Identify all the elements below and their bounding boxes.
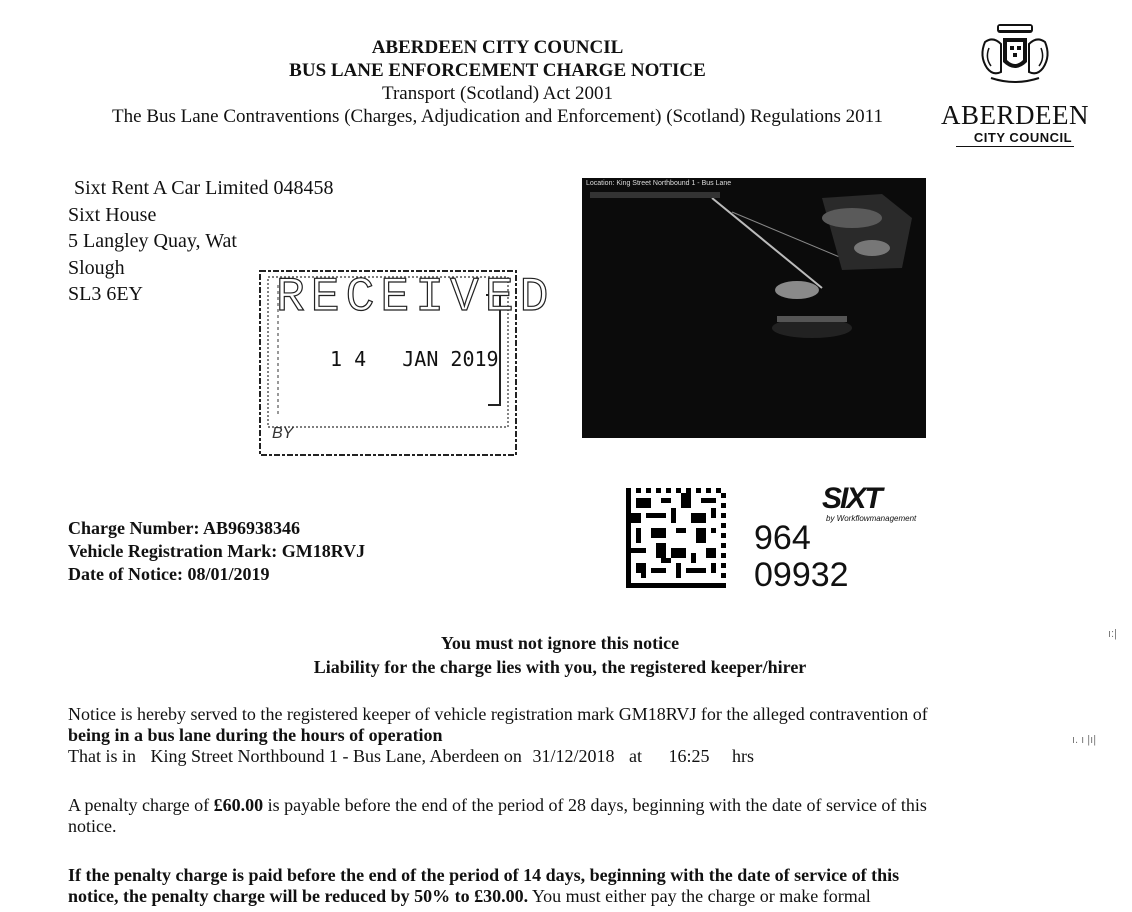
vehicle-registration: Vehicle Registration Mark: GM18RVJ	[68, 541, 366, 561]
warning-block	[0, 631, 1120, 679]
scan-mark-2: ı. ı |ı|	[1072, 734, 1097, 746]
address-line-5: SL3 6EY	[68, 283, 143, 305]
coat-of-arms-icon	[975, 22, 1055, 92]
stamp-by: BY	[272, 425, 294, 442]
sixt-logo: SIXT	[822, 482, 881, 515]
penalty-paragraph	[68, 795, 1043, 837]
act-reference: Transport (Scotland) Act 2001	[382, 83, 613, 104]
notice-date: Date of Notice: 08/01/2019	[68, 564, 270, 584]
charge-number: Charge Number: AB96938346	[68, 518, 300, 538]
reference-line-2: 09932	[754, 556, 849, 594]
contravention-notice	[68, 704, 1043, 767]
contravention-time: 16:25	[668, 746, 710, 766]
penalty-line-2: notice.	[68, 816, 117, 836]
address-line-1: Sixt Rent A Car Limited 048458	[74, 177, 334, 199]
that-is-in-label: That is in	[68, 746, 136, 766]
notice-line-1: Notice is hereby served to the registered keeper of vehicle registration mark GM18RVJ for the alleged contravention of	[68, 704, 928, 724]
penalty-amount: £60.00	[213, 795, 264, 815]
logo-wordmark: ABERDEEN	[941, 100, 1089, 130]
warning-line-2: Liability for the charge lies with you, the registered keeper/hirer	[313, 657, 807, 677]
address-line-2: Sixt House	[68, 203, 157, 226]
notice-header	[60, 36, 935, 128]
photo-scene	[582, 178, 926, 438]
logo-subtitle: CITY COUNCIL	[956, 130, 1074, 147]
hrs-label: hrs	[731, 746, 754, 766]
data-matrix-barcode	[626, 488, 726, 588]
discount-paragraph	[68, 865, 1043, 907]
warning-line-1: You must not ignore this notice	[440, 633, 680, 653]
council-logo	[940, 22, 1090, 147]
council-title: ABERDEEN CITY COUNCIL	[371, 37, 624, 58]
sixt-branding	[822, 484, 916, 523]
contravention-location: King Street Northbound 1 - Bus Lane, Aberdeen on	[150, 746, 522, 766]
contravention-location-line	[68, 746, 1043, 767]
address-line-3: 5 Langley Quay, Wat	[68, 230, 237, 252]
camera-evidence-photo	[582, 178, 926, 438]
discount-line-1: If the penalty charge is paid before the end of the period of 14 days, beginning with the date of service of this	[68, 865, 900, 885]
regulations-reference: The Bus Lane Contraventions (Charges, Adjudication and Enforcement) (Scotland) Regulations 2011	[112, 106, 883, 127]
scan-mark-1: ı:|	[1108, 628, 1117, 640]
received-stamp	[258, 265, 555, 457]
photo-caption: Location: King Street Northbound 1 - Bus Lane	[586, 180, 732, 187]
reference-line-1: 964	[754, 519, 811, 557]
contravention-description: being in a bus lane during the hours of operation	[68, 725, 443, 745]
charge-details	[68, 517, 365, 586]
penalty-post: is payable before the end of the period of 28 days, beginning with the date of service of this	[263, 795, 927, 815]
reference-number	[754, 520, 849, 594]
address-line-4: Slough	[68, 256, 125, 279]
discount-rest: You must either pay the charge or make formal	[528, 886, 871, 906]
at-label: at	[628, 746, 642, 766]
stamp-received-word: RECEIVED	[276, 271, 555, 325]
contravention-date: 31/12/2018	[532, 746, 615, 766]
sixt-tagline: by Workflowmanagement	[826, 514, 917, 523]
stamp-date: 1 4 JAN 2019	[330, 347, 499, 371]
penalty-pre: A penalty charge of	[68, 795, 214, 815]
notice-title: BUS LANE ENFORCEMENT CHARGE NOTICE	[289, 60, 706, 81]
discount-line-2: notice, the penalty charge will be reduced by 50% to £30.00.	[68, 886, 529, 906]
